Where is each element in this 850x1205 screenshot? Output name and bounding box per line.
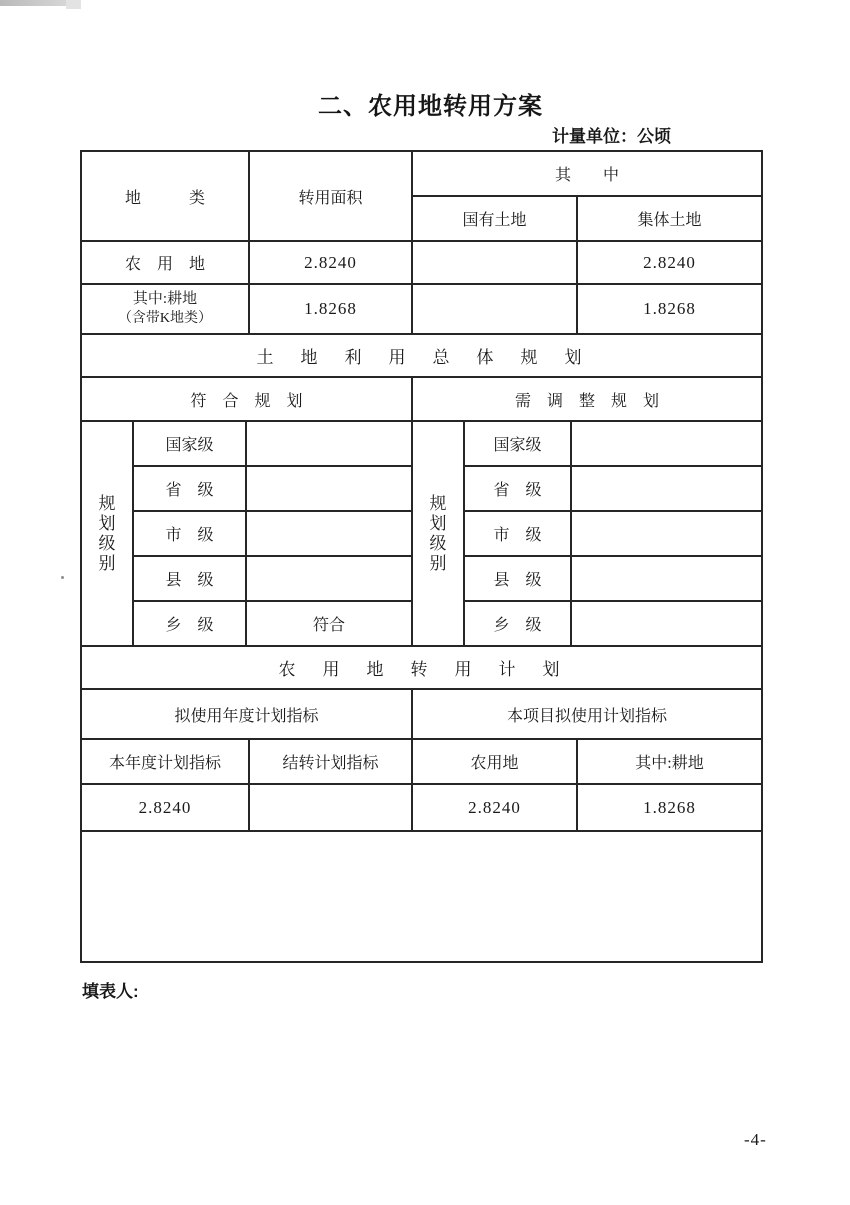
cell-cultivated-land-state-owned bbox=[413, 285, 578, 333]
cell-agricultural-land-label: 农 用 地 bbox=[82, 242, 250, 283]
adjust-value-municipal bbox=[572, 512, 761, 555]
header-cell-land-type: 地 类 bbox=[82, 152, 250, 240]
adjust-row-national bbox=[465, 422, 761, 467]
row-cultivated-land bbox=[82, 285, 761, 335]
section-conversion-plan bbox=[82, 647, 761, 690]
planning-levels-band bbox=[82, 422, 761, 647]
header-of-which-cultivated: 其中:耕地 bbox=[635, 755, 704, 772]
comply-value-municipal bbox=[247, 512, 411, 555]
level-cell-township: 乡 级 bbox=[134, 602, 247, 645]
quota-values-band bbox=[82, 785, 761, 832]
adjust-value-provincial bbox=[572, 467, 761, 510]
comply-value-national bbox=[247, 422, 411, 465]
unit-of-measure-label: 计量单位：公顷 bbox=[552, 127, 671, 146]
cell-cultivated-land-label bbox=[82, 285, 250, 333]
cell-agricultural-land-state-owned bbox=[413, 242, 578, 283]
comply-row-municipal bbox=[134, 512, 411, 557]
remarks-band bbox=[82, 832, 761, 961]
header-adjust-plan: 需 调 整 规 划 bbox=[514, 392, 659, 410]
header-current-year-quota: 本年度计划指标 bbox=[82, 740, 250, 783]
cell-agricultural-land-collective: 2.8240 bbox=[643, 252, 696, 272]
level-cell-municipal: 市 级 bbox=[134, 512, 247, 555]
plan-status-header-band bbox=[82, 378, 761, 422]
section-overall-land-use-plan bbox=[82, 335, 761, 378]
land-conversion-table bbox=[80, 150, 763, 963]
comply-row-provincial bbox=[134, 467, 411, 512]
row-agricultural-land bbox=[82, 242, 761, 285]
cell-cultivated-land-collective: 1.8268 bbox=[643, 299, 696, 318]
table-header-band bbox=[82, 152, 761, 242]
header-cell-state-owned-land: 国有土地 bbox=[413, 197, 578, 240]
quota-group-header-band bbox=[82, 690, 761, 740]
page-number: -4- bbox=[744, 1130, 767, 1149]
header-cell-of-which: 其 中 bbox=[413, 152, 761, 197]
comply-value-county bbox=[247, 557, 411, 600]
adjust-value-national bbox=[572, 422, 761, 465]
section-title-conversion-plan: 农 用 地 转 用 计 划 bbox=[278, 660, 565, 679]
value-carried-over-quota bbox=[250, 785, 413, 830]
adjust-value-county bbox=[572, 557, 761, 600]
adjust-row-township bbox=[465, 602, 761, 645]
level-cell-county: 县 级 bbox=[134, 557, 247, 600]
level-cell-national: 国家级 bbox=[134, 422, 247, 465]
comply-row-county bbox=[134, 557, 411, 602]
level-cell-provincial: 省 级 bbox=[465, 467, 572, 510]
comply-row-township bbox=[134, 602, 411, 645]
adjust-value-township bbox=[572, 602, 761, 645]
remarks-cell bbox=[82, 832, 761, 961]
comply-row-national bbox=[134, 422, 411, 467]
quota-column-header-band bbox=[82, 740, 761, 785]
cell-agricultural-land-area: 2.8240 bbox=[250, 242, 413, 283]
header-project-quota: 本项目拟使用计划指标 bbox=[506, 707, 667, 725]
level-cell-municipal: 市 级 bbox=[465, 512, 572, 555]
header-cell-conversion-area: 转用面积 bbox=[250, 152, 413, 240]
value-of-which-cultivated: 1.8268 bbox=[643, 797, 696, 817]
comply-value-provincial bbox=[247, 467, 411, 510]
header-agricultural-land: 农用地 bbox=[413, 740, 578, 783]
level-cell-national: 国家级 bbox=[465, 422, 572, 465]
cell-cultivated-land-area: 1.8268 bbox=[250, 285, 413, 333]
section-title-overall-land-use-plan: 土 地 利 用 总 体 规 划 bbox=[256, 348, 587, 367]
level-cell-provincial: 省 级 bbox=[134, 467, 247, 510]
adjust-row-county bbox=[465, 557, 761, 602]
cultivated-land-label-line1: 其中:耕地 bbox=[132, 291, 198, 308]
planning-level-axis-label-left: 规划级别 bbox=[82, 422, 134, 645]
planning-level-axis-label-right: 规划级别 bbox=[413, 422, 465, 645]
value-agricultural-land: 2.8240 bbox=[413, 785, 578, 830]
adjust-plan-levels bbox=[413, 422, 761, 645]
cultivated-land-label-line2: （含带K地类） bbox=[117, 310, 213, 326]
header-comply-with-plan: 符 合 规 划 bbox=[82, 378, 413, 420]
header-annual-quota: 拟使用年度计划指标 bbox=[82, 690, 413, 738]
scan-artifact-bar bbox=[0, 0, 66, 6]
header-carried-over-quota: 结转计划指标 bbox=[250, 740, 413, 783]
comply-value-township: 符合 bbox=[312, 617, 345, 634]
adjust-row-municipal bbox=[465, 512, 761, 557]
level-cell-county: 县 级 bbox=[465, 557, 572, 600]
document-title: 二、农用地转用方案 bbox=[318, 93, 543, 120]
adjust-row-provincial bbox=[465, 467, 761, 512]
comply-plan-levels bbox=[82, 422, 413, 645]
scan-artifact-dot bbox=[61, 576, 64, 579]
preparer-label: 填表人: bbox=[82, 982, 139, 1001]
scan-artifact-chip bbox=[66, 0, 81, 9]
header-cell-collective-land: 集体土地 bbox=[637, 212, 702, 229]
level-cell-township: 乡 级 bbox=[465, 602, 572, 645]
value-current-year-quota: 2.8240 bbox=[82, 785, 250, 830]
